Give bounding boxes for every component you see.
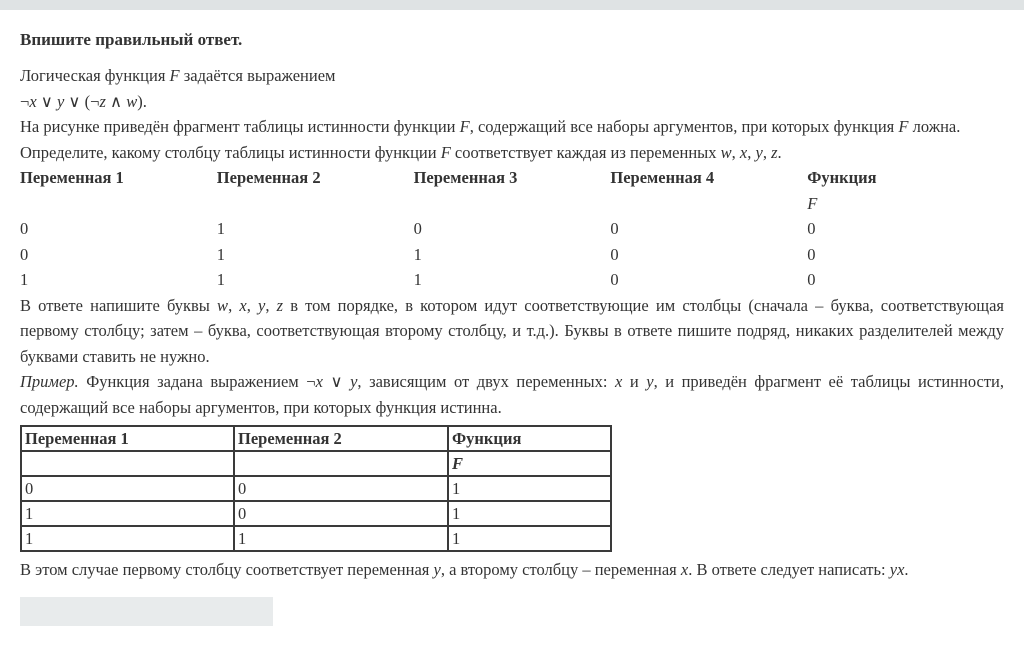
truth-table-cell: 0 bbox=[413, 219, 422, 238]
truth-table-cell: 0 bbox=[610, 244, 619, 264]
answer-box bbox=[20, 597, 1004, 626]
example-paragraph: Пример. Функция задана выражением ¬x ∨ y, зависящим от двух переменных: x и y, и приведён фрагмент её таблицы истинности, содержащий все наборы аргументов, при которых функция истинна. bbox=[20, 372, 1004, 417]
example-table-cell: 1 bbox=[234, 526, 448, 551]
truth-table-cell: 1 bbox=[20, 270, 29, 289]
example-table-cell: 1 bbox=[21, 501, 234, 526]
truth-table-cell: 0 bbox=[807, 244, 816, 264]
question-content bbox=[0, 27, 1024, 626]
example-table-cell: 0 bbox=[21, 476, 234, 501]
truth-table-header-var3: Переменная 3 bbox=[413, 168, 518, 187]
example-table-cell: 1 bbox=[448, 476, 611, 501]
truth-table-row bbox=[20, 242, 1004, 268]
truth-table-row bbox=[20, 216, 1004, 242]
conclusion-paragraph: В этом случае первому столбцу соответствует переменная y, а второму столбцу – переменная x. В ответе следует написать: yx. bbox=[20, 560, 909, 579]
truth-table-header-function: Функция bbox=[807, 168, 877, 187]
truth-table-cell: 1 bbox=[413, 244, 422, 264]
page-title: Впишите правильный ответ. bbox=[20, 30, 243, 49]
example-table-header-var1: Переменная 1 bbox=[21, 426, 234, 451]
truth-table-row bbox=[20, 267, 1004, 293]
truth-table-cell: 0 bbox=[20, 219, 29, 238]
truth-table-cell: 1 bbox=[216, 270, 226, 289]
function-intro-line: Логическая функция F задаётся выражением bbox=[20, 66, 336, 85]
formula-line: ¬x ∨ y ∨ (¬z ∧ w). bbox=[20, 91, 147, 111]
example-table-function-row bbox=[21, 451, 611, 476]
truth-table-cell: 0 bbox=[610, 270, 619, 289]
top-bar bbox=[0, 0, 1024, 10]
example-table-header-function: Функция bbox=[448, 426, 611, 451]
example-table-row bbox=[21, 501, 611, 526]
truth-table-cell: 0 bbox=[807, 270, 816, 289]
truth-table-header-var1: Переменная 1 bbox=[20, 168, 124, 187]
truth-table-function-label: F bbox=[807, 193, 818, 213]
example-table bbox=[20, 425, 612, 552]
example-table-cell: 1 bbox=[448, 501, 611, 526]
truth-table-cell: 1 bbox=[413, 270, 422, 289]
truth-table-header-row bbox=[20, 165, 1004, 191]
description-line: На рисунке приведён фрагмент таблицы истинности функции F, содержащий все наборы аргументов, при которых функция F ложна. bbox=[20, 117, 961, 136]
task-line: Определите, какому столбцу таблицы истинности функции F соответствует каждая из переменных w, x, y, z. bbox=[20, 142, 782, 162]
answer-input[interactable] bbox=[20, 597, 273, 626]
example-table-row bbox=[21, 526, 611, 551]
truth-table-cell: 0 bbox=[610, 219, 619, 238]
example-table-cell: 1 bbox=[448, 526, 611, 551]
truth-table-cell: 1 bbox=[216, 244, 226, 264]
example-table-row bbox=[21, 476, 611, 501]
example-table-cell: 0 bbox=[234, 501, 448, 526]
example-table-header-row bbox=[21, 426, 611, 451]
truth-table-cell: 1 bbox=[216, 219, 226, 238]
example-table-cell: 0 bbox=[234, 476, 448, 501]
truth-table-cell: 0 bbox=[20, 244, 29, 264]
truth-table-header-var4: Переменная 4 bbox=[610, 168, 715, 187]
truth-table-header-var2: Переменная 2 bbox=[216, 168, 321, 187]
truth-table-function-row bbox=[20, 191, 1004, 217]
example-table-header-var2: Переменная 2 bbox=[234, 426, 448, 451]
truth-table-cell: 0 bbox=[807, 219, 816, 238]
instructions-paragraph: В ответе напишите буквы w, x, y, z в том порядке, в котором идут соответствующие им столбцы (сначала – буква, соответствующая первому столбцу; затем – буква, соответствующая второму столбцу, и т.д.). Буквы в ответе пишите подряд, никаких разделителей между буквами ставить не нужно. bbox=[20, 295, 1005, 366]
truth-table bbox=[20, 165, 1004, 293]
example-table-function-label: F bbox=[448, 451, 611, 476]
example-table-cell: 1 bbox=[21, 526, 234, 551]
